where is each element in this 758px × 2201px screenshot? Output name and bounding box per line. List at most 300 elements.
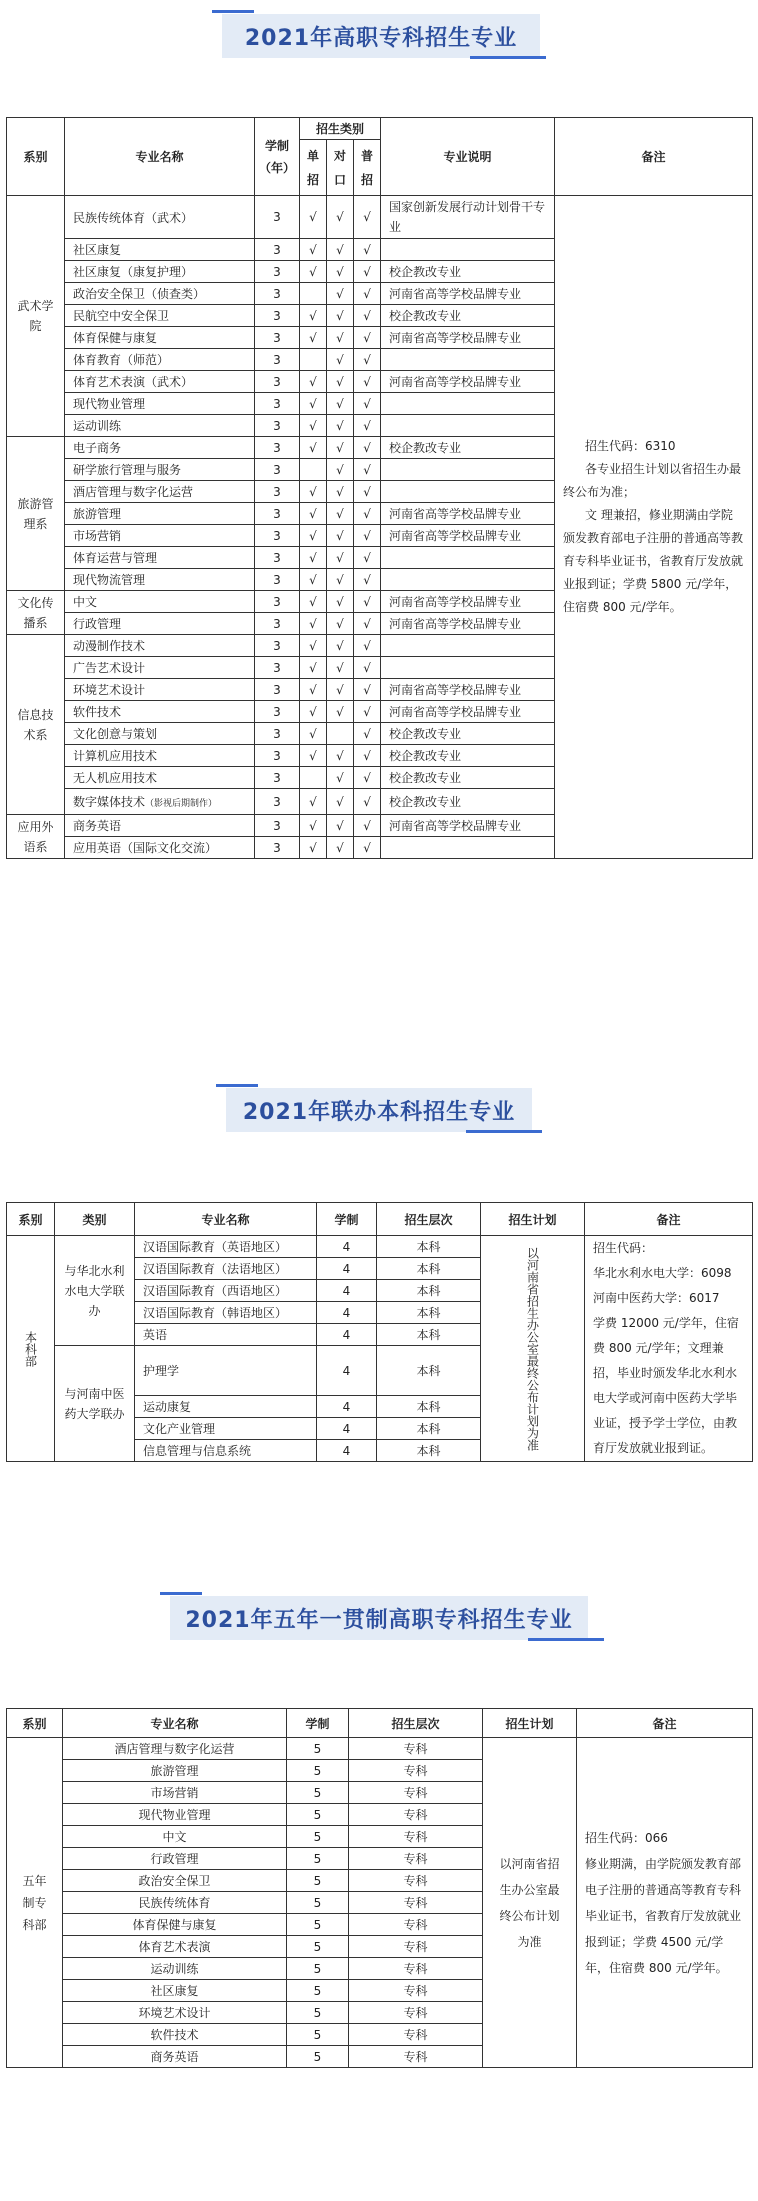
level-cell: 专科 xyxy=(349,1782,483,1804)
years-cell: 4 xyxy=(317,1396,377,1418)
years-cell: 3 xyxy=(255,657,300,679)
note-line: 各专业招生计划以省招生办最终公布为准； xyxy=(563,462,742,499)
check-pu: √ xyxy=(354,569,381,591)
check-pu: √ xyxy=(354,547,381,569)
years-cell: 3 xyxy=(255,525,300,547)
check-dan: √ xyxy=(300,196,327,239)
check-dan: √ xyxy=(300,657,327,679)
note-line: 华北水利水电大学：6098 xyxy=(593,1266,732,1280)
major-name: 商务英语 xyxy=(73,819,122,833)
dept-cell xyxy=(7,1236,55,1462)
plan-cell xyxy=(481,1236,585,1462)
major-name: 市场营销 xyxy=(63,1782,287,1804)
check-pu: √ xyxy=(354,789,381,815)
major-name: 体育艺术表演 xyxy=(63,1936,287,1958)
section3-banner xyxy=(0,1588,758,1646)
check-pu: √ xyxy=(354,635,381,657)
desc-cell xyxy=(381,837,555,859)
major-name: 软件技术 xyxy=(63,2024,287,2046)
check-pu: √ xyxy=(354,481,381,503)
header-dui-1: 对 xyxy=(333,148,346,163)
major-name: 旅游管理 xyxy=(73,507,122,521)
level-cell: 专科 xyxy=(349,1760,483,1782)
header-pu xyxy=(354,140,381,196)
years-cell: 5 xyxy=(287,1848,349,1870)
section2-table xyxy=(6,1202,753,1462)
years-cell: 4 xyxy=(317,1418,377,1440)
level-cell: 本科 xyxy=(377,1346,481,1396)
major-name: 行政管理 xyxy=(63,1848,287,1870)
check-pu: √ xyxy=(354,283,381,305)
years-cell: 3 xyxy=(255,767,300,789)
level-cell: 专科 xyxy=(349,1848,483,1870)
header-desc: 专业说明 xyxy=(381,118,555,196)
major-name: 现代物业管理 xyxy=(73,397,146,411)
major-name-cell xyxy=(65,569,255,591)
years-cell: 5 xyxy=(287,1826,349,1848)
dept-name: 应用外语系 xyxy=(17,819,54,854)
note-line: 河南中医药大学：6017 xyxy=(593,1291,720,1305)
header-dept: 系别 xyxy=(7,118,65,196)
header-category: 招生类别 xyxy=(300,118,381,140)
check-dan: √ xyxy=(300,481,327,503)
header-type: 类别 xyxy=(55,1203,135,1236)
check-dan: √ xyxy=(300,327,327,349)
desc-cell: 校企教改专业 xyxy=(381,723,555,745)
level-cell: 专科 xyxy=(349,1936,483,1958)
major-name: 研学旅行管理与服务 xyxy=(73,463,182,477)
check-pu: √ xyxy=(354,371,381,393)
header-name: 专业名称 xyxy=(63,1709,287,1738)
check-dan xyxy=(300,767,327,789)
major-name: 运动训练 xyxy=(63,1958,287,1980)
years-cell: 3 xyxy=(255,701,300,723)
desc-cell: 校企教改专业 xyxy=(381,767,555,789)
level-cell: 专科 xyxy=(349,1826,483,1848)
level-cell: 专科 xyxy=(349,1738,483,1760)
level-cell: 本科 xyxy=(377,1418,481,1440)
banner-accent-line xyxy=(528,1638,604,1641)
desc-cell: 河南省高等学校品牌专业 xyxy=(381,283,555,305)
check-dui: √ xyxy=(327,815,354,837)
years-cell: 3 xyxy=(255,349,300,371)
note-line: 修业期满，由学院颁发教育部电子注册的普通高等教育专科毕业证书，省教育厅发放就业报到证；学费 4500 元/学年，住宿费 800 元/学年。 xyxy=(585,1856,742,1975)
desc-cell xyxy=(381,481,555,503)
level-cell: 本科 xyxy=(377,1302,481,1324)
check-pu: √ xyxy=(354,701,381,723)
years-cell: 5 xyxy=(287,1738,349,1760)
years-cell: 3 xyxy=(255,415,300,437)
plan-cell: 以河南省招生办公室最终公布计划为准 xyxy=(483,1738,577,2068)
major-name-cell xyxy=(65,349,255,371)
check-pu: √ xyxy=(354,837,381,859)
check-dui: √ xyxy=(327,481,354,503)
header-name: 专业名称 xyxy=(135,1203,317,1236)
level-cell: 专科 xyxy=(349,1870,483,1892)
desc-cell: 河南省高等学校品牌专业 xyxy=(381,679,555,701)
major-name: 汉语国际教育（法语地区） xyxy=(135,1258,317,1280)
note-cell xyxy=(555,196,753,859)
check-dui: √ xyxy=(327,837,354,859)
dept-name: 武术学院 xyxy=(17,299,54,333)
check-dui: √ xyxy=(327,635,354,657)
major-name-cell xyxy=(65,591,255,613)
note-cell xyxy=(585,1236,753,1462)
type-cell: 与华北水利水电大学联办 xyxy=(55,1236,135,1346)
check-dan: √ xyxy=(300,723,327,745)
years-cell: 5 xyxy=(287,2002,349,2024)
check-dui: √ xyxy=(327,239,354,261)
check-dan: √ xyxy=(300,261,327,283)
check-dui: √ xyxy=(327,371,354,393)
level-cell: 本科 xyxy=(377,1396,481,1418)
major-name-cell xyxy=(65,283,255,305)
major-name: 民族传统体育（武术） xyxy=(73,210,194,225)
check-dan xyxy=(300,459,327,481)
plan-text: 以河南省招生办公室最终公布计划为准 xyxy=(525,1246,540,1451)
major-name-cell xyxy=(65,679,255,701)
check-dui: √ xyxy=(327,657,354,679)
major-name: 社区康复 xyxy=(63,1980,287,2002)
dept-name: 旅游管理系 xyxy=(17,496,54,531)
check-dan: √ xyxy=(300,745,327,767)
check-pu: √ xyxy=(354,459,381,481)
major-name-cell xyxy=(65,701,255,723)
check-dui: √ xyxy=(327,196,354,239)
major-name: 电子商务 xyxy=(73,441,122,455)
desc-cell xyxy=(381,657,555,679)
desc-cell xyxy=(381,569,555,591)
years-cell: 3 xyxy=(255,481,300,503)
table-row xyxy=(7,1738,753,1760)
major-name: 酒店管理与数字化运营 xyxy=(73,485,194,499)
major-name: 汉语国际教育（英语地区） xyxy=(135,1236,317,1258)
section2-title: 2021年联办本科招生专业 xyxy=(226,1088,532,1132)
check-dan: √ xyxy=(300,679,327,701)
major-name-cell xyxy=(65,503,255,525)
section3-title: 2021年五年一贯制高职专科招生专业 xyxy=(170,1596,588,1640)
major-name-cell xyxy=(65,789,255,815)
major-name: 体育艺术表演（武术） xyxy=(73,375,194,389)
major-name: 计算机应用技术 xyxy=(73,749,158,763)
years-cell: 5 xyxy=(287,2024,349,2046)
years-cell: 3 xyxy=(255,261,300,283)
desc-cell: 校企教改专业 xyxy=(381,789,555,815)
major-name: 社区康复 xyxy=(73,243,122,257)
major-name: 行政管理 xyxy=(73,617,122,631)
banner-accent-line xyxy=(212,10,254,13)
check-dui xyxy=(327,723,354,745)
check-dui: √ xyxy=(327,767,354,789)
level-cell: 专科 xyxy=(349,1804,483,1826)
header-plan: 招生计划 xyxy=(483,1709,577,1738)
years-cell: 4 xyxy=(317,1280,377,1302)
years-cell: 5 xyxy=(287,1804,349,1826)
check-dan: √ xyxy=(300,591,327,613)
check-pu: √ xyxy=(354,261,381,283)
check-pu: √ xyxy=(354,437,381,459)
major-name: 无人机应用技术 xyxy=(73,771,158,785)
years-cell: 3 xyxy=(255,745,300,767)
check-dui: √ xyxy=(327,305,354,327)
header-name: 专业名称 xyxy=(65,118,255,196)
years-cell: 5 xyxy=(287,1936,349,1958)
header-years-line2: （年） xyxy=(258,160,295,175)
dept-cell: 五年制专科部 xyxy=(7,1738,63,2068)
major-name-cell xyxy=(65,657,255,679)
section1-table xyxy=(6,117,753,859)
header-pu-1: 普 xyxy=(361,148,374,163)
header-note: 备注 xyxy=(555,118,753,196)
check-dan: √ xyxy=(300,437,327,459)
check-dan: √ xyxy=(300,613,327,635)
header-dept: 系别 xyxy=(7,1203,55,1236)
dept-name: 文化传播系 xyxy=(17,595,54,630)
years-cell: 3 xyxy=(255,569,300,591)
major-name: 软件技术 xyxy=(73,705,122,719)
note-line: 招生代码：6310 xyxy=(585,439,676,453)
check-dan: √ xyxy=(300,815,327,837)
major-name: 民族传统体育 xyxy=(63,1892,287,1914)
major-name: 现代物业管理 xyxy=(63,1804,287,1826)
check-dui: √ xyxy=(327,679,354,701)
major-name-cell xyxy=(65,767,255,789)
major-name: 旅游管理 xyxy=(63,1760,287,1782)
check-dan: √ xyxy=(300,525,327,547)
years-cell: 3 xyxy=(255,503,300,525)
check-pu: √ xyxy=(354,525,381,547)
major-name-cell xyxy=(65,635,255,657)
level-cell: 专科 xyxy=(349,2024,483,2046)
dept-cell xyxy=(7,437,65,591)
check-dui: √ xyxy=(327,283,354,305)
level-cell: 本科 xyxy=(377,1280,481,1302)
major-name-cell xyxy=(65,393,255,415)
header-dan-1: 单 xyxy=(306,148,319,163)
level-cell: 本科 xyxy=(377,1324,481,1346)
dept-cell xyxy=(7,196,65,437)
header-years: 学制 xyxy=(317,1203,377,1236)
desc-cell: 河南省高等学校品牌专业 xyxy=(381,525,555,547)
check-pu: √ xyxy=(354,591,381,613)
years-cell: 5 xyxy=(287,1958,349,1980)
major-name-cell xyxy=(65,459,255,481)
header-years-line1: 学制 xyxy=(264,138,289,153)
major-name: 体育运营与管理 xyxy=(73,551,158,565)
major-name: 运动康复 xyxy=(135,1396,317,1418)
major-name-cell xyxy=(65,239,255,261)
major-name-cell xyxy=(65,196,255,239)
major-name-cell xyxy=(65,437,255,459)
major-name-cell xyxy=(65,261,255,283)
header-level: 招生层次 xyxy=(377,1203,481,1236)
table-row xyxy=(7,196,753,239)
check-dui: √ xyxy=(327,789,354,815)
check-dui: √ xyxy=(327,459,354,481)
desc-cell xyxy=(381,547,555,569)
major-name: 护理学 xyxy=(135,1346,317,1396)
major-name: 酒店管理与数字化运营 xyxy=(63,1738,287,1760)
level-cell: 专科 xyxy=(349,1892,483,1914)
level-cell: 专科 xyxy=(349,1958,483,1980)
major-name-cell xyxy=(65,613,255,635)
years-cell: 5 xyxy=(287,1760,349,1782)
header-dan-2: 招 xyxy=(306,172,319,187)
level-cell: 本科 xyxy=(377,1236,481,1258)
major-name: 汉语国际教育（西语地区） xyxy=(135,1280,317,1302)
level-cell: 本科 xyxy=(377,1258,481,1280)
note-line: 招生代码： xyxy=(593,1241,654,1255)
desc-cell: 河南省高等学校品牌专业 xyxy=(381,815,555,837)
major-name: 运动训练 xyxy=(73,419,122,433)
major-name: 政治安全保卫（侦查类） xyxy=(73,287,206,301)
major-name: 广告艺术设计 xyxy=(73,661,146,675)
desc-cell: 校企教改专业 xyxy=(381,745,555,767)
check-dan: √ xyxy=(300,371,327,393)
check-dan: √ xyxy=(300,569,327,591)
header-years: 学制 xyxy=(287,1709,349,1738)
major-name-cell xyxy=(65,371,255,393)
desc-cell: 校企教改专业 xyxy=(381,305,555,327)
years-cell: 3 xyxy=(255,837,300,859)
major-name-cell xyxy=(65,815,255,837)
major-name-cell xyxy=(65,837,255,859)
check-pu: √ xyxy=(354,679,381,701)
check-dan: √ xyxy=(300,635,327,657)
table-row xyxy=(7,1236,753,1258)
years-cell: 5 xyxy=(287,2046,349,2068)
years-cell: 3 xyxy=(255,459,300,481)
major-name: 社区康复（康复护理） xyxy=(73,265,194,279)
check-pu: √ xyxy=(354,349,381,371)
check-dan: √ xyxy=(300,789,327,815)
header-dui-2: 口 xyxy=(333,172,346,187)
check-pu: √ xyxy=(354,657,381,679)
years-cell: 4 xyxy=(317,1324,377,1346)
desc-cell xyxy=(381,635,555,657)
check-pu: √ xyxy=(354,767,381,789)
years-cell: 3 xyxy=(255,679,300,701)
check-pu: √ xyxy=(354,239,381,261)
check-dan: √ xyxy=(300,701,327,723)
desc-cell: 河南省高等学校品牌专业 xyxy=(381,701,555,723)
check-dui: √ xyxy=(327,569,354,591)
banner-accent-line xyxy=(470,56,546,59)
check-dui: √ xyxy=(327,415,354,437)
years-cell: 4 xyxy=(317,1302,377,1324)
major-name-suffix: （影视后期制作） xyxy=(145,799,218,809)
years-cell: 5 xyxy=(287,1892,349,1914)
type-cell: 与河南中医药大学联办 xyxy=(55,1346,135,1462)
check-pu: √ xyxy=(354,723,381,745)
years-cell: 3 xyxy=(255,591,300,613)
desc-cell xyxy=(381,393,555,415)
major-name-cell xyxy=(65,327,255,349)
check-dan: √ xyxy=(300,415,327,437)
check-dui: √ xyxy=(327,327,354,349)
major-name: 数字媒体技术 xyxy=(73,795,146,809)
major-name: 体育教育（师范） xyxy=(73,353,170,367)
check-dui: √ xyxy=(327,591,354,613)
major-name: 文化产业管理 xyxy=(135,1418,317,1440)
years-cell: 3 xyxy=(255,613,300,635)
years-cell: 3 xyxy=(255,723,300,745)
banner-accent-line xyxy=(216,1084,258,1087)
major-name: 动漫制作技术 xyxy=(73,639,146,653)
header-plan: 招生计划 xyxy=(481,1203,585,1236)
section3-table xyxy=(6,1708,753,2068)
major-name-cell xyxy=(65,415,255,437)
desc-cell: 河南省高等学校品牌专业 xyxy=(381,371,555,393)
major-name: 商务英语 xyxy=(63,2046,287,2068)
major-name: 英语 xyxy=(135,1324,317,1346)
check-pu: √ xyxy=(354,815,381,837)
header-dan xyxy=(300,140,327,196)
major-name-cell xyxy=(65,481,255,503)
level-cell: 专科 xyxy=(349,1914,483,1936)
years-cell: 3 xyxy=(255,393,300,415)
years-cell: 3 xyxy=(255,815,300,837)
dept-cell xyxy=(7,635,65,815)
check-dan: √ xyxy=(300,503,327,525)
banner-accent-line xyxy=(160,1592,202,1595)
years-cell: 3 xyxy=(255,327,300,349)
desc-cell: 河南省高等学校品牌专业 xyxy=(381,327,555,349)
years-cell: 3 xyxy=(255,283,300,305)
header-years xyxy=(255,118,300,196)
major-name: 现代物流管理 xyxy=(73,573,146,587)
check-dui: √ xyxy=(327,745,354,767)
header-note: 备注 xyxy=(577,1709,753,1738)
major-name: 民航空中安全保卫 xyxy=(73,309,170,323)
years-cell: 5 xyxy=(287,1870,349,1892)
check-pu: √ xyxy=(354,415,381,437)
check-dui: √ xyxy=(327,261,354,283)
section2-banner xyxy=(0,1080,758,1138)
check-dui: √ xyxy=(327,437,354,459)
check-dui: √ xyxy=(327,547,354,569)
desc-cell xyxy=(381,239,555,261)
dept-cell xyxy=(7,815,65,859)
desc-cell xyxy=(381,415,555,437)
check-pu: √ xyxy=(354,393,381,415)
years-cell: 3 xyxy=(255,371,300,393)
desc-cell: 河南省高等学校品牌专业 xyxy=(381,591,555,613)
check-dan: √ xyxy=(300,547,327,569)
years-cell: 3 xyxy=(255,437,300,459)
major-name: 体育保健与康复 xyxy=(63,1914,287,1936)
check-dan xyxy=(300,283,327,305)
desc-cell: 国家创新发展行动计划骨干专业 xyxy=(381,196,555,239)
years-cell: 4 xyxy=(317,1440,377,1462)
header-dui xyxy=(327,140,354,196)
check-pu: √ xyxy=(354,745,381,767)
check-dui: √ xyxy=(327,393,354,415)
check-dan: √ xyxy=(300,239,327,261)
major-name: 信息管理与信息系统 xyxy=(135,1440,317,1462)
level-cell: 本科 xyxy=(377,1440,481,1462)
major-name: 环境艺术设计 xyxy=(63,2002,287,2024)
years-cell: 4 xyxy=(317,1346,377,1396)
check-dui: √ xyxy=(327,349,354,371)
years-cell: 5 xyxy=(287,1980,349,2002)
note-line: 学费 12000 元/学年，住宿费 800 元/学年；文理兼招，毕业时颁发华北水利水电大学或河南中医药大学毕业证，授予学士学位，由教育厅发放就业报到证。 xyxy=(593,1316,739,1455)
desc-cell xyxy=(381,459,555,481)
years-cell: 3 xyxy=(255,239,300,261)
major-name-cell xyxy=(65,305,255,327)
dept-name: 本科部 xyxy=(23,1330,38,1367)
check-pu: √ xyxy=(354,503,381,525)
